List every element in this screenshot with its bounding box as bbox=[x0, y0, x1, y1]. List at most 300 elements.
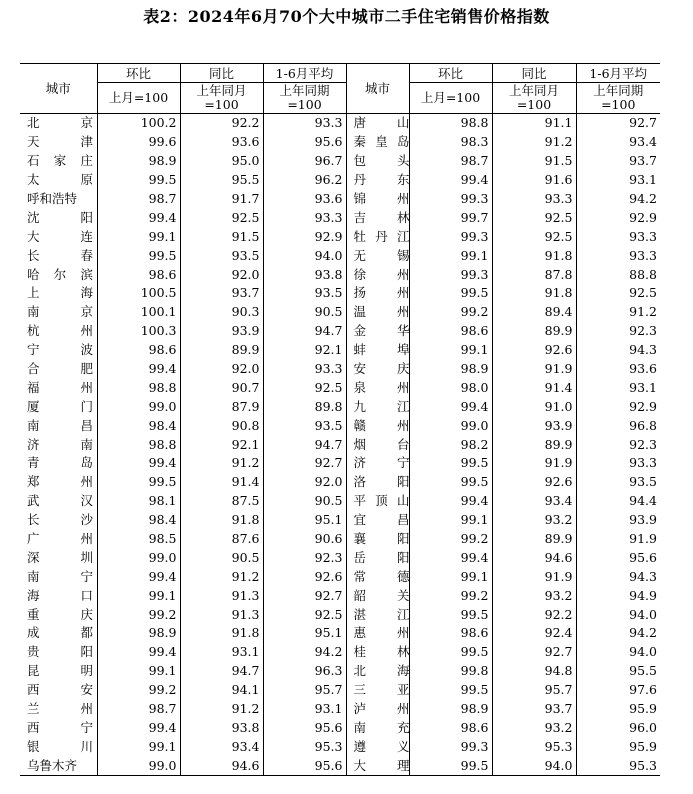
yoy-value: 91.8 bbox=[492, 284, 576, 303]
yoy-value: 89.9 bbox=[492, 322, 576, 341]
header-avg-right: 1-6月平均 bbox=[576, 64, 660, 83]
yoy-value: 94.6 bbox=[180, 756, 263, 775]
yoy-value: 93.1 bbox=[180, 643, 263, 662]
table-row bbox=[20, 416, 660, 435]
avg-value: 95.6 bbox=[263, 719, 346, 738]
city-name bbox=[20, 662, 97, 681]
yoy-value: 93.5 bbox=[180, 246, 263, 265]
mom-value: 98.8 bbox=[409, 114, 492, 133]
city-name-spread: 福 州 bbox=[27, 379, 93, 395]
yoy-value: 91.4 bbox=[492, 378, 576, 397]
mom-value: 99.1 bbox=[409, 511, 492, 530]
mom-value: 99.0 bbox=[97, 756, 180, 775]
city-name bbox=[20, 643, 97, 662]
mom-value: 99.1 bbox=[97, 227, 180, 246]
avg-value: 93.5 bbox=[263, 416, 346, 435]
mom-value: 99.5 bbox=[409, 605, 492, 624]
avg-value: 92.5 bbox=[263, 605, 346, 624]
city-name bbox=[20, 397, 97, 416]
city-name-spread: 太 原 bbox=[27, 172, 93, 188]
avg-value: 95.9 bbox=[576, 737, 660, 756]
city-name bbox=[20, 208, 97, 227]
mom-value: 98.8 bbox=[97, 378, 180, 397]
yoy-value: 94.7 bbox=[180, 662, 263, 681]
table-row bbox=[20, 208, 660, 227]
table-row bbox=[20, 511, 660, 530]
header-mom-left: 环比 bbox=[97, 64, 180, 83]
city-name-spread: 北 京 bbox=[27, 115, 93, 131]
city-name-spread: 长 沙 bbox=[27, 512, 93, 528]
table-row bbox=[20, 265, 660, 284]
yoy-value: 90.5 bbox=[180, 548, 263, 567]
yoy-value: 92.5 bbox=[492, 227, 576, 246]
yoy-value: 93.8 bbox=[180, 719, 263, 738]
mom-value: 99.4 bbox=[97, 643, 180, 662]
yoy-value: 92.7 bbox=[492, 643, 576, 662]
city-name bbox=[346, 756, 409, 775]
city-name-spread: 重 庆 bbox=[27, 606, 93, 622]
city-name-spread: 青 岛 bbox=[27, 455, 93, 471]
avg-value: 95.7 bbox=[263, 681, 346, 700]
mom-value: 98.7 bbox=[97, 700, 180, 719]
table-row bbox=[20, 397, 660, 416]
city-name bbox=[346, 643, 409, 662]
table-row bbox=[20, 171, 660, 190]
yoy-value: 92.5 bbox=[180, 208, 263, 227]
avg-value: 92.7 bbox=[263, 586, 346, 605]
city-name-spread: 丹 东 bbox=[353, 172, 409, 188]
city-name-spread: 烟 台 bbox=[353, 436, 409, 452]
table-row bbox=[20, 227, 660, 246]
mom-value: 99.5 bbox=[409, 454, 492, 473]
city-name-spread: 成 都 bbox=[27, 625, 93, 641]
mom-value: 98.2 bbox=[409, 435, 492, 454]
city-name bbox=[20, 360, 97, 379]
city-name-spread: 平 顶 山 bbox=[353, 493, 409, 509]
avg-value: 92.6 bbox=[263, 567, 346, 586]
city-name bbox=[346, 227, 409, 246]
yoy-value: 93.3 bbox=[492, 190, 576, 209]
yoy-value: 90.3 bbox=[180, 303, 263, 322]
city-name bbox=[346, 190, 409, 209]
avg-value: 94.7 bbox=[263, 435, 346, 454]
yoy-value: 92.6 bbox=[492, 473, 576, 492]
avg-value: 93.9 bbox=[576, 511, 660, 530]
yoy-value: 93.9 bbox=[180, 322, 263, 341]
mom-value: 99.4 bbox=[97, 719, 180, 738]
table-row bbox=[20, 567, 660, 586]
mom-value: 99.0 bbox=[97, 548, 180, 567]
city-name bbox=[20, 171, 97, 190]
mom-value: 99.2 bbox=[97, 605, 180, 624]
mom-value: 98.6 bbox=[97, 265, 180, 284]
yoy-value: 95.5 bbox=[180, 171, 263, 190]
avg-value: 97.6 bbox=[576, 681, 660, 700]
mom-value: 99.4 bbox=[97, 208, 180, 227]
mom-value: 98.3 bbox=[409, 133, 492, 152]
avg-value: 89.8 bbox=[263, 397, 346, 416]
yoy-value: 94.8 bbox=[492, 662, 576, 681]
avg-value: 95.3 bbox=[263, 737, 346, 756]
mom-value: 100.5 bbox=[97, 284, 180, 303]
mom-value: 99.5 bbox=[97, 171, 180, 190]
mom-value: 98.7 bbox=[409, 152, 492, 171]
mom-value: 98.9 bbox=[409, 360, 492, 379]
city-name-spread: 韶 关 bbox=[353, 587, 409, 603]
table-body bbox=[20, 114, 660, 776]
mom-value: 99.1 bbox=[97, 586, 180, 605]
avg-value: 96.7 bbox=[263, 152, 346, 171]
header-avg-base-right: 上年同期 =100 bbox=[576, 83, 660, 114]
city-name-spread: 大 连 bbox=[27, 228, 93, 244]
city-name bbox=[346, 586, 409, 605]
city-name-spread: 包 头 bbox=[353, 153, 409, 169]
city-name-spread: 洛 阳 bbox=[353, 474, 409, 490]
city-name bbox=[346, 548, 409, 567]
yoy-value: 90.7 bbox=[180, 378, 263, 397]
city-name bbox=[346, 360, 409, 379]
avg-value: 93.6 bbox=[263, 190, 346, 209]
city-name-spread: 金 华 bbox=[353, 323, 409, 339]
city-name bbox=[20, 265, 97, 284]
avg-value: 95.6 bbox=[576, 548, 660, 567]
avg-value: 93.5 bbox=[263, 284, 346, 303]
price-index-table bbox=[20, 63, 660, 776]
avg-value: 90.5 bbox=[263, 492, 346, 511]
city-name bbox=[346, 454, 409, 473]
avg-value: 93.4 bbox=[576, 133, 660, 152]
table-row bbox=[20, 190, 660, 209]
avg-value: 95.1 bbox=[263, 624, 346, 643]
mom-value: 99.1 bbox=[97, 737, 180, 756]
city-name-spread: 广 州 bbox=[27, 531, 93, 547]
yoy-value: 89.9 bbox=[492, 435, 576, 454]
city-name bbox=[346, 700, 409, 719]
mom-value: 99.0 bbox=[409, 416, 492, 435]
yoy-value: 92.1 bbox=[180, 435, 263, 454]
city-name bbox=[346, 435, 409, 454]
yoy-value: 94.1 bbox=[180, 681, 263, 700]
yoy-value: 91.3 bbox=[180, 586, 263, 605]
mom-value: 99.5 bbox=[97, 246, 180, 265]
city-name-spread: 安 庆 bbox=[353, 361, 409, 377]
city-name bbox=[346, 246, 409, 265]
yoy-value: 89.9 bbox=[492, 530, 576, 549]
mom-value: 99.5 bbox=[409, 284, 492, 303]
yoy-value: 92.5 bbox=[492, 208, 576, 227]
yoy-value: 93.9 bbox=[492, 416, 576, 435]
mom-value: 99.3 bbox=[409, 737, 492, 756]
mom-value: 99.4 bbox=[409, 492, 492, 511]
city-name-spread: 徐 州 bbox=[353, 266, 409, 282]
city-name-spread: 南 宁 bbox=[27, 568, 93, 584]
avg-value: 93.1 bbox=[576, 378, 660, 397]
avg-value: 93.5 bbox=[576, 473, 660, 492]
table-row bbox=[20, 322, 660, 341]
avg-value: 95.6 bbox=[263, 133, 346, 152]
table-row bbox=[20, 530, 660, 549]
mom-value: 99.2 bbox=[409, 530, 492, 549]
avg-value: 94.3 bbox=[576, 341, 660, 360]
city-name bbox=[346, 719, 409, 738]
header-avg-left: 1-6月平均 bbox=[263, 64, 346, 83]
city-name bbox=[20, 511, 97, 530]
avg-value: 93.1 bbox=[263, 700, 346, 719]
avg-value: 94.2 bbox=[576, 190, 660, 209]
city-name bbox=[20, 322, 97, 341]
yoy-value: 92.0 bbox=[180, 265, 263, 284]
header-mom-base-right: 上月=100 bbox=[409, 83, 492, 114]
table-row bbox=[20, 643, 660, 662]
city-name bbox=[20, 681, 97, 700]
city-name bbox=[346, 378, 409, 397]
avg-value: 94.0 bbox=[263, 246, 346, 265]
mom-value: 99.1 bbox=[409, 567, 492, 586]
avg-value: 93.3 bbox=[576, 246, 660, 265]
yoy-value: 91.4 bbox=[180, 473, 263, 492]
city-name bbox=[20, 227, 97, 246]
city-name bbox=[346, 133, 409, 152]
city-name-spread: 秦 皇 岛 bbox=[353, 134, 409, 150]
city-name bbox=[346, 265, 409, 284]
city-name bbox=[346, 284, 409, 303]
avg-value: 92.7 bbox=[576, 114, 660, 133]
avg-value: 92.9 bbox=[263, 227, 346, 246]
table-row bbox=[20, 114, 660, 133]
city-name-spread: 深 圳 bbox=[27, 549, 93, 565]
avg-value: 93.3 bbox=[263, 208, 346, 227]
table-row bbox=[20, 454, 660, 473]
city-name-spread: 长 春 bbox=[27, 247, 93, 263]
city-name-spread: 唐 山 bbox=[353, 115, 409, 131]
yoy-value: 95.0 bbox=[180, 152, 263, 171]
city-name bbox=[346, 605, 409, 624]
mom-value: 99.3 bbox=[409, 265, 492, 284]
city-name-spread: 九 江 bbox=[353, 398, 409, 414]
yoy-value: 91.9 bbox=[492, 567, 576, 586]
city-name bbox=[20, 567, 97, 586]
avg-value: 94.0 bbox=[576, 605, 660, 624]
avg-value: 94.4 bbox=[576, 492, 660, 511]
mom-value: 98.4 bbox=[97, 416, 180, 435]
city-name bbox=[346, 416, 409, 435]
city-name-spread: 杭 州 bbox=[27, 323, 93, 339]
yoy-value: 91.2 bbox=[180, 567, 263, 586]
yoy-value: 92.4 bbox=[492, 624, 576, 643]
mom-value: 99.5 bbox=[409, 473, 492, 492]
avg-value: 92.0 bbox=[263, 473, 346, 492]
mom-value: 99.1 bbox=[409, 341, 492, 360]
avg-value: 94.7 bbox=[263, 322, 346, 341]
avg-value: 92.1 bbox=[263, 341, 346, 360]
avg-value: 92.9 bbox=[576, 208, 660, 227]
yoy-value: 87.5 bbox=[180, 492, 263, 511]
city-name bbox=[20, 435, 97, 454]
yoy-value: 91.1 bbox=[492, 114, 576, 133]
avg-value: 88.8 bbox=[576, 265, 660, 284]
mom-value: 99.0 bbox=[97, 397, 180, 416]
header-yoy-left: 同比 bbox=[180, 64, 263, 83]
table-row bbox=[20, 737, 660, 756]
yoy-value: 92.6 bbox=[492, 341, 576, 360]
yoy-value: 87.9 bbox=[180, 397, 263, 416]
city-name bbox=[20, 605, 97, 624]
yoy-value: 93.2 bbox=[492, 511, 576, 530]
mom-value: 98.9 bbox=[97, 152, 180, 171]
yoy-value: 91.9 bbox=[492, 454, 576, 473]
avg-value: 94.9 bbox=[576, 586, 660, 605]
yoy-value: 91.8 bbox=[492, 246, 576, 265]
mom-value: 99.3 bbox=[409, 227, 492, 246]
city-name-spread: 济 宁 bbox=[353, 455, 409, 471]
table-row bbox=[20, 360, 660, 379]
city-name bbox=[346, 492, 409, 511]
avg-value: 93.7 bbox=[576, 152, 660, 171]
yoy-value: 93.2 bbox=[492, 586, 576, 605]
city-name bbox=[346, 567, 409, 586]
city-name-spread: 襄 阳 bbox=[353, 531, 409, 547]
avg-value: 92.3 bbox=[263, 548, 346, 567]
city-name-spread: 郑 州 bbox=[27, 474, 93, 490]
table-row bbox=[20, 341, 660, 360]
table-title: 表2：2024年6月70个大中城市二手住宅销售价格指数 bbox=[143, 7, 550, 26]
avg-value: 94.3 bbox=[576, 567, 660, 586]
avg-value: 95.6 bbox=[263, 756, 346, 775]
avg-value: 95.1 bbox=[263, 511, 346, 530]
city-name bbox=[346, 114, 409, 133]
city-name bbox=[20, 284, 97, 303]
yoy-value: 91.0 bbox=[492, 397, 576, 416]
avg-value: 92.3 bbox=[576, 435, 660, 454]
avg-value: 93.3 bbox=[263, 360, 346, 379]
yoy-value: 91.5 bbox=[180, 227, 263, 246]
mom-value: 98.4 bbox=[97, 511, 180, 530]
mom-value: 98.6 bbox=[409, 624, 492, 643]
avg-value: 91.9 bbox=[576, 530, 660, 549]
city-name bbox=[346, 171, 409, 190]
city-name-spread: 惠 州 bbox=[353, 625, 409, 641]
city-name-spread: 北 海 bbox=[353, 663, 409, 679]
city-name: 乌鲁木齐 bbox=[20, 756, 97, 775]
mom-value: 99.4 bbox=[409, 397, 492, 416]
city-name-spread: 兰 州 bbox=[27, 701, 93, 717]
avg-value: 93.3 bbox=[263, 114, 346, 133]
mom-value: 98.5 bbox=[97, 530, 180, 549]
avg-value: 93.1 bbox=[576, 171, 660, 190]
city-name bbox=[346, 341, 409, 360]
yoy-value: 93.6 bbox=[180, 133, 263, 152]
mom-value: 98.9 bbox=[97, 624, 180, 643]
city-name-spread: 西 宁 bbox=[27, 719, 93, 735]
mom-value: 99.1 bbox=[97, 662, 180, 681]
city-name-spread: 遵 义 bbox=[353, 738, 409, 754]
city-name-spread: 南 充 bbox=[353, 719, 409, 735]
mom-value: 98.6 bbox=[409, 322, 492, 341]
mom-value: 99.5 bbox=[409, 756, 492, 775]
avg-value: 93.3 bbox=[576, 454, 660, 473]
yoy-value: 91.8 bbox=[180, 624, 263, 643]
avg-value: 90.6 bbox=[263, 530, 346, 549]
city-name-spread: 西 安 bbox=[27, 682, 93, 698]
city-name bbox=[20, 700, 97, 719]
avg-value: 92.5 bbox=[263, 378, 346, 397]
city-name-spread: 上 海 bbox=[27, 285, 93, 301]
avg-value: 96.8 bbox=[576, 416, 660, 435]
city-name bbox=[20, 152, 97, 171]
city-name-spread: 常 德 bbox=[353, 568, 409, 584]
table-row bbox=[20, 548, 660, 567]
mom-value: 99.4 bbox=[97, 567, 180, 586]
table-row bbox=[20, 662, 660, 681]
city-name-spread: 三 亚 bbox=[353, 682, 409, 698]
city-name-spread: 海 口 bbox=[27, 587, 93, 603]
table-row bbox=[20, 473, 660, 492]
yoy-value: 94.6 bbox=[492, 548, 576, 567]
city-name bbox=[346, 322, 409, 341]
city-name bbox=[20, 492, 97, 511]
mom-value: 98.8 bbox=[97, 435, 180, 454]
header-mom-right: 环比 bbox=[409, 64, 492, 83]
city-name bbox=[20, 246, 97, 265]
table-row bbox=[20, 756, 660, 775]
city-name bbox=[346, 303, 409, 322]
avg-value: 93.3 bbox=[576, 227, 660, 246]
city-name-spread: 厦 门 bbox=[27, 398, 93, 414]
avg-value: 94.2 bbox=[263, 643, 346, 662]
yoy-value: 95.7 bbox=[492, 681, 576, 700]
yoy-value: 91.5 bbox=[492, 152, 576, 171]
city-name bbox=[346, 397, 409, 416]
city-name bbox=[20, 303, 97, 322]
mom-value: 100.1 bbox=[97, 303, 180, 322]
city-name bbox=[20, 624, 97, 643]
city-name-spread: 蚌 埠 bbox=[353, 342, 409, 358]
city-name bbox=[346, 530, 409, 549]
avg-value: 92.9 bbox=[576, 397, 660, 416]
avg-value: 96.0 bbox=[576, 719, 660, 738]
mom-value: 98.6 bbox=[409, 719, 492, 738]
header-yoy-base-left: 上年同月 =100 bbox=[180, 83, 263, 114]
yoy-value: 87.8 bbox=[492, 265, 576, 284]
mom-value: 99.2 bbox=[409, 303, 492, 322]
avg-value: 92.7 bbox=[263, 454, 346, 473]
city-name bbox=[20, 378, 97, 397]
mom-value: 99.2 bbox=[97, 681, 180, 700]
yoy-value: 91.7 bbox=[180, 190, 263, 209]
city-name-spread: 扬 州 bbox=[353, 285, 409, 301]
table-row bbox=[20, 605, 660, 624]
avg-value: 92.3 bbox=[576, 322, 660, 341]
city-name-spread: 温 州 bbox=[353, 304, 409, 320]
mom-value: 99.8 bbox=[409, 662, 492, 681]
avg-value: 95.3 bbox=[576, 756, 660, 775]
yoy-value: 92.0 bbox=[180, 360, 263, 379]
city-name-spread: 天 津 bbox=[27, 134, 93, 150]
mom-value: 99.3 bbox=[409, 190, 492, 209]
table-row bbox=[20, 492, 660, 511]
city-name-spread: 湛 江 bbox=[353, 606, 409, 622]
avg-value: 95.9 bbox=[576, 700, 660, 719]
table-row bbox=[20, 435, 660, 454]
yoy-value: 95.3 bbox=[492, 737, 576, 756]
city-name-spread: 哈 尔 滨 bbox=[27, 266, 93, 282]
yoy-value: 93.2 bbox=[492, 719, 576, 738]
city-name-spread: 昆 明 bbox=[27, 663, 93, 679]
city-name-spread: 大 理 bbox=[353, 757, 409, 773]
city-name bbox=[346, 624, 409, 643]
avg-value: 94.0 bbox=[576, 643, 660, 662]
table-row bbox=[20, 700, 660, 719]
